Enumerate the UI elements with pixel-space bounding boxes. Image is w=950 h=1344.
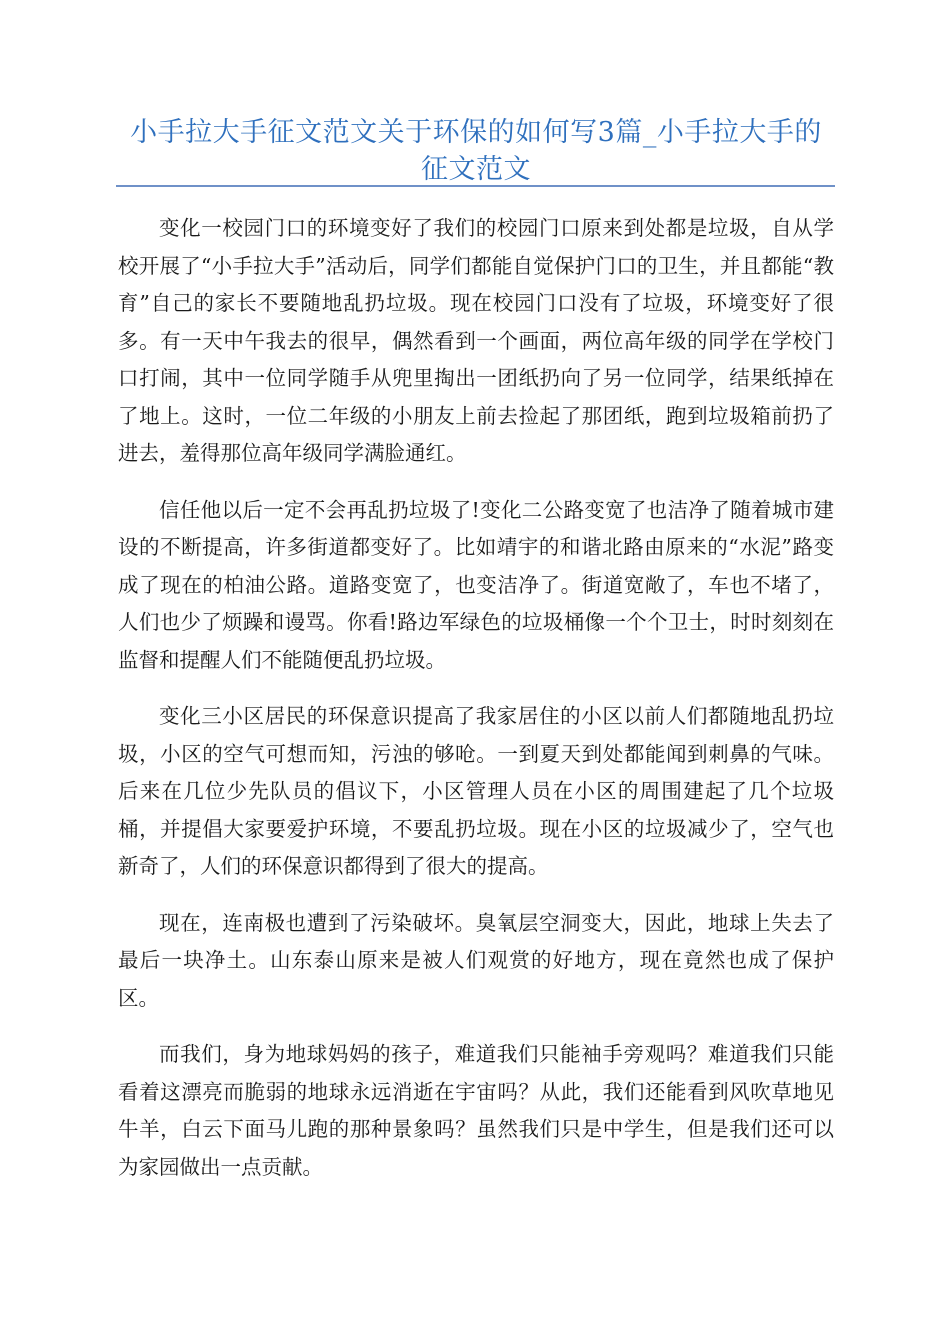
paragraph-1: 变化一校园门口的环境变好了我们的校园门口原来到处都是垃圾，自从学校开展了“小手拉大手”活动后，同学们都能自觉保护门口的卫生，并且都能“教育”自己的家长不要随地乱扔垃圾。现在校园门口没有了垃圾，环境变好了很多。有一天中午我去的很早，偶然看到一个画面，两位高年级的同学在学校门口打闹，其中一位同学随手从兜里掏出一团纸扔向了另一位同学，结果纸掉在了地上。这时，一位二年级的小朋友上前去捡起了那团纸，跑到垃圾箱前扔了进去，羞得那位高年级同学满脸通红。 [118, 216, 834, 465]
title-underline [116, 185, 835, 187]
document-title: 小手拉大手征文范文关于环保的如何写3篇_小手拉大手的征文范文 [130, 117, 822, 185]
paragraph-5: 而我们，身为地球妈妈的孩子，难道我们只能袖手旁观吗？难道我们只能看着这漂亮而脆弱的地球永远消逝在宇宙吗？从此，我们还能看到风吹草地见牛羊，白云下面马儿跑的那种景象吗？虽然我们只是中学生，但是我们还可以为家园做出一点贡献。 [118, 1042, 834, 1179]
paragraph-4: 现在，连南极也遭到了污染破坏。臭氧层空洞变大，因此，地球上失去了最后一块净土。山东泰山原来是被人们观赏的好地方，现在竟然也成了保护区。 [118, 910, 834, 1010]
paragraph-2: 信任他以后一定不会再乱扔垃圾了!变化二公路变宽了也洁净了随着城市建设的不断提高，许多街道都变好了。比如靖宇的和谐北路由原来的“水泥”路变成了现在的柏油公路。道路变宽了，也变洁净了。街道宽敞了，车也不堵了，人们也少了烦躁和谩骂。你看!路边军绿色的垃圾桶像一个个卫士，时时刻刻在监督和提醒人们不能随便乱扔垃圾。 [118, 497, 834, 672]
document-body [118, 210, 834, 1205]
paragraph-3: 变化三小区居民的环保意识提高了我家居住的小区以前人们都随地乱扔垃圾，小区的空气可想而知，污浊的够呛。一到夏天到处都能闻到刺鼻的气味。后来在几位少先队员的倡议下，小区管理人员在小区的周围建起了几个垃圾桶，并提倡大家要爱护环境，不要乱扔垃圾。现在小区的垃圾减少了，空气也新奇了，人们的环保意识都得到了很大的提高。 [118, 704, 834, 878]
